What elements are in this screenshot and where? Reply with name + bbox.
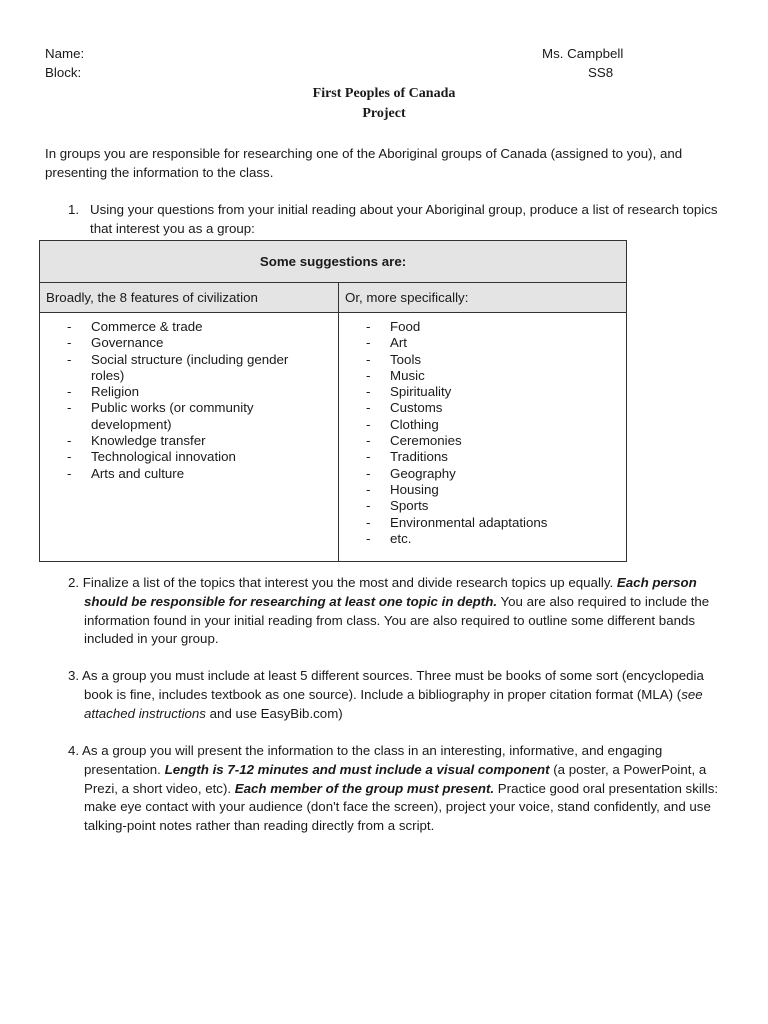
teacher-name: Ms. Campbell (542, 46, 624, 61)
item-2-emphasis: Each person should be responsible for researching at least one topic in depth. (84, 575, 697, 609)
name-label: Name: (45, 46, 85, 61)
item-3-text (68, 667, 728, 723)
broad-features-list (40, 319, 338, 482)
list-item: - Traditions (339, 449, 626, 465)
item-2-text (68, 574, 728, 649)
list-item: - Ceremonies (339, 433, 626, 449)
item-4-emphasis: Each member of the group must present. (234, 780, 495, 796)
list-item: - Customs (339, 400, 626, 416)
list-item: - Music (339, 368, 626, 384)
list-item: - Clothing (339, 417, 626, 433)
list-item: - Tools (339, 352, 626, 368)
instruction-item-3 (68, 667, 728, 723)
specific-topics-cell (339, 313, 627, 562)
suggestions-table (39, 240, 627, 562)
column-header-specific: Or, more specifically: (339, 283, 627, 313)
instruction-item-4 (68, 742, 728, 836)
list-item: - Religion (40, 384, 338, 400)
item-4-part: (a poster, a PowerPoint, a Prezi, a short video, etc). (84, 761, 707, 796)
list-item: - Spirituality (339, 384, 626, 400)
broad-features-cell (40, 313, 339, 562)
list-item: - etc. (339, 531, 626, 547)
list-item: - Knowledge transfer (40, 433, 338, 449)
list-item: - Art (339, 335, 626, 351)
block-label: Block: (45, 65, 82, 80)
item-4-part: Practice good oral presentation skills: make eye contact with your audience (don't face the screen), project your voice, stand confidently, and use talking-point notes rather than reading directly from a script. (84, 780, 719, 834)
page-subtitle: Project (362, 106, 406, 121)
item-2-part: 2. Finalize a list of the topics that interest you the most and divide research topics up equally. (68, 575, 617, 590)
item-3-italic-note: see attached instructions (84, 686, 703, 721)
course-code: SS8 (588, 65, 614, 80)
specific-topics-list (339, 319, 626, 547)
list-item: - Sports (339, 498, 626, 514)
list-item: - Commerce & trade (40, 319, 338, 335)
item-3-part: and use EasyBib.com) (205, 705, 343, 721)
instruction-item-2 (68, 574, 728, 649)
item-1-number: 1. (68, 202, 80, 217)
item-3-part: 3. As a group you must include at least 5 different sources. Three must be books of some sort (encyclopedia book is fine, includes textbook as one source). Include a bibliography in proper citation format (MLA) ( (68, 668, 704, 702)
instruction-item-1 (68, 201, 728, 238)
intro-paragraph: In groups you are responsible for researching one of the Aboriginal groups of Canada (assigned to you), and presenting the information to the class. (45, 146, 683, 180)
list-item: - Public works (or community development) (40, 400, 338, 433)
list-item: - Arts and culture (40, 466, 338, 482)
list-item: - Governance (40, 335, 338, 351)
list-item: - Social structure (including gender roles) (40, 352, 338, 385)
item-4-text (68, 742, 728, 836)
list-item: - Environmental adaptations (339, 515, 626, 531)
item-4-emphasis: Length is 7-12 minutes and must include a visual component (164, 761, 550, 777)
item-2-part: You are also required to include the information found in your initial reading from class. You are also required to outline some different bands included in your group. (84, 593, 710, 647)
column-header-broad: Broadly, the 8 features of civilization (40, 283, 339, 313)
page-title: First Peoples of Canada (312, 86, 456, 101)
list-item: - Food (339, 319, 626, 335)
list-item: - Technological innovation (40, 449, 338, 465)
table-heading: Some suggestions are: (40, 241, 627, 283)
list-item: - Geography (339, 466, 626, 482)
list-item: - Housing (339, 482, 626, 498)
item-1-text: Using your questions from your initial reading about your Aboriginal group, produce a list of research topics that interest you as a group: (90, 202, 718, 236)
item-4-part: 4. As a group you will present the information to the class in an interesting, informative, and engaging presentation. (68, 743, 663, 777)
